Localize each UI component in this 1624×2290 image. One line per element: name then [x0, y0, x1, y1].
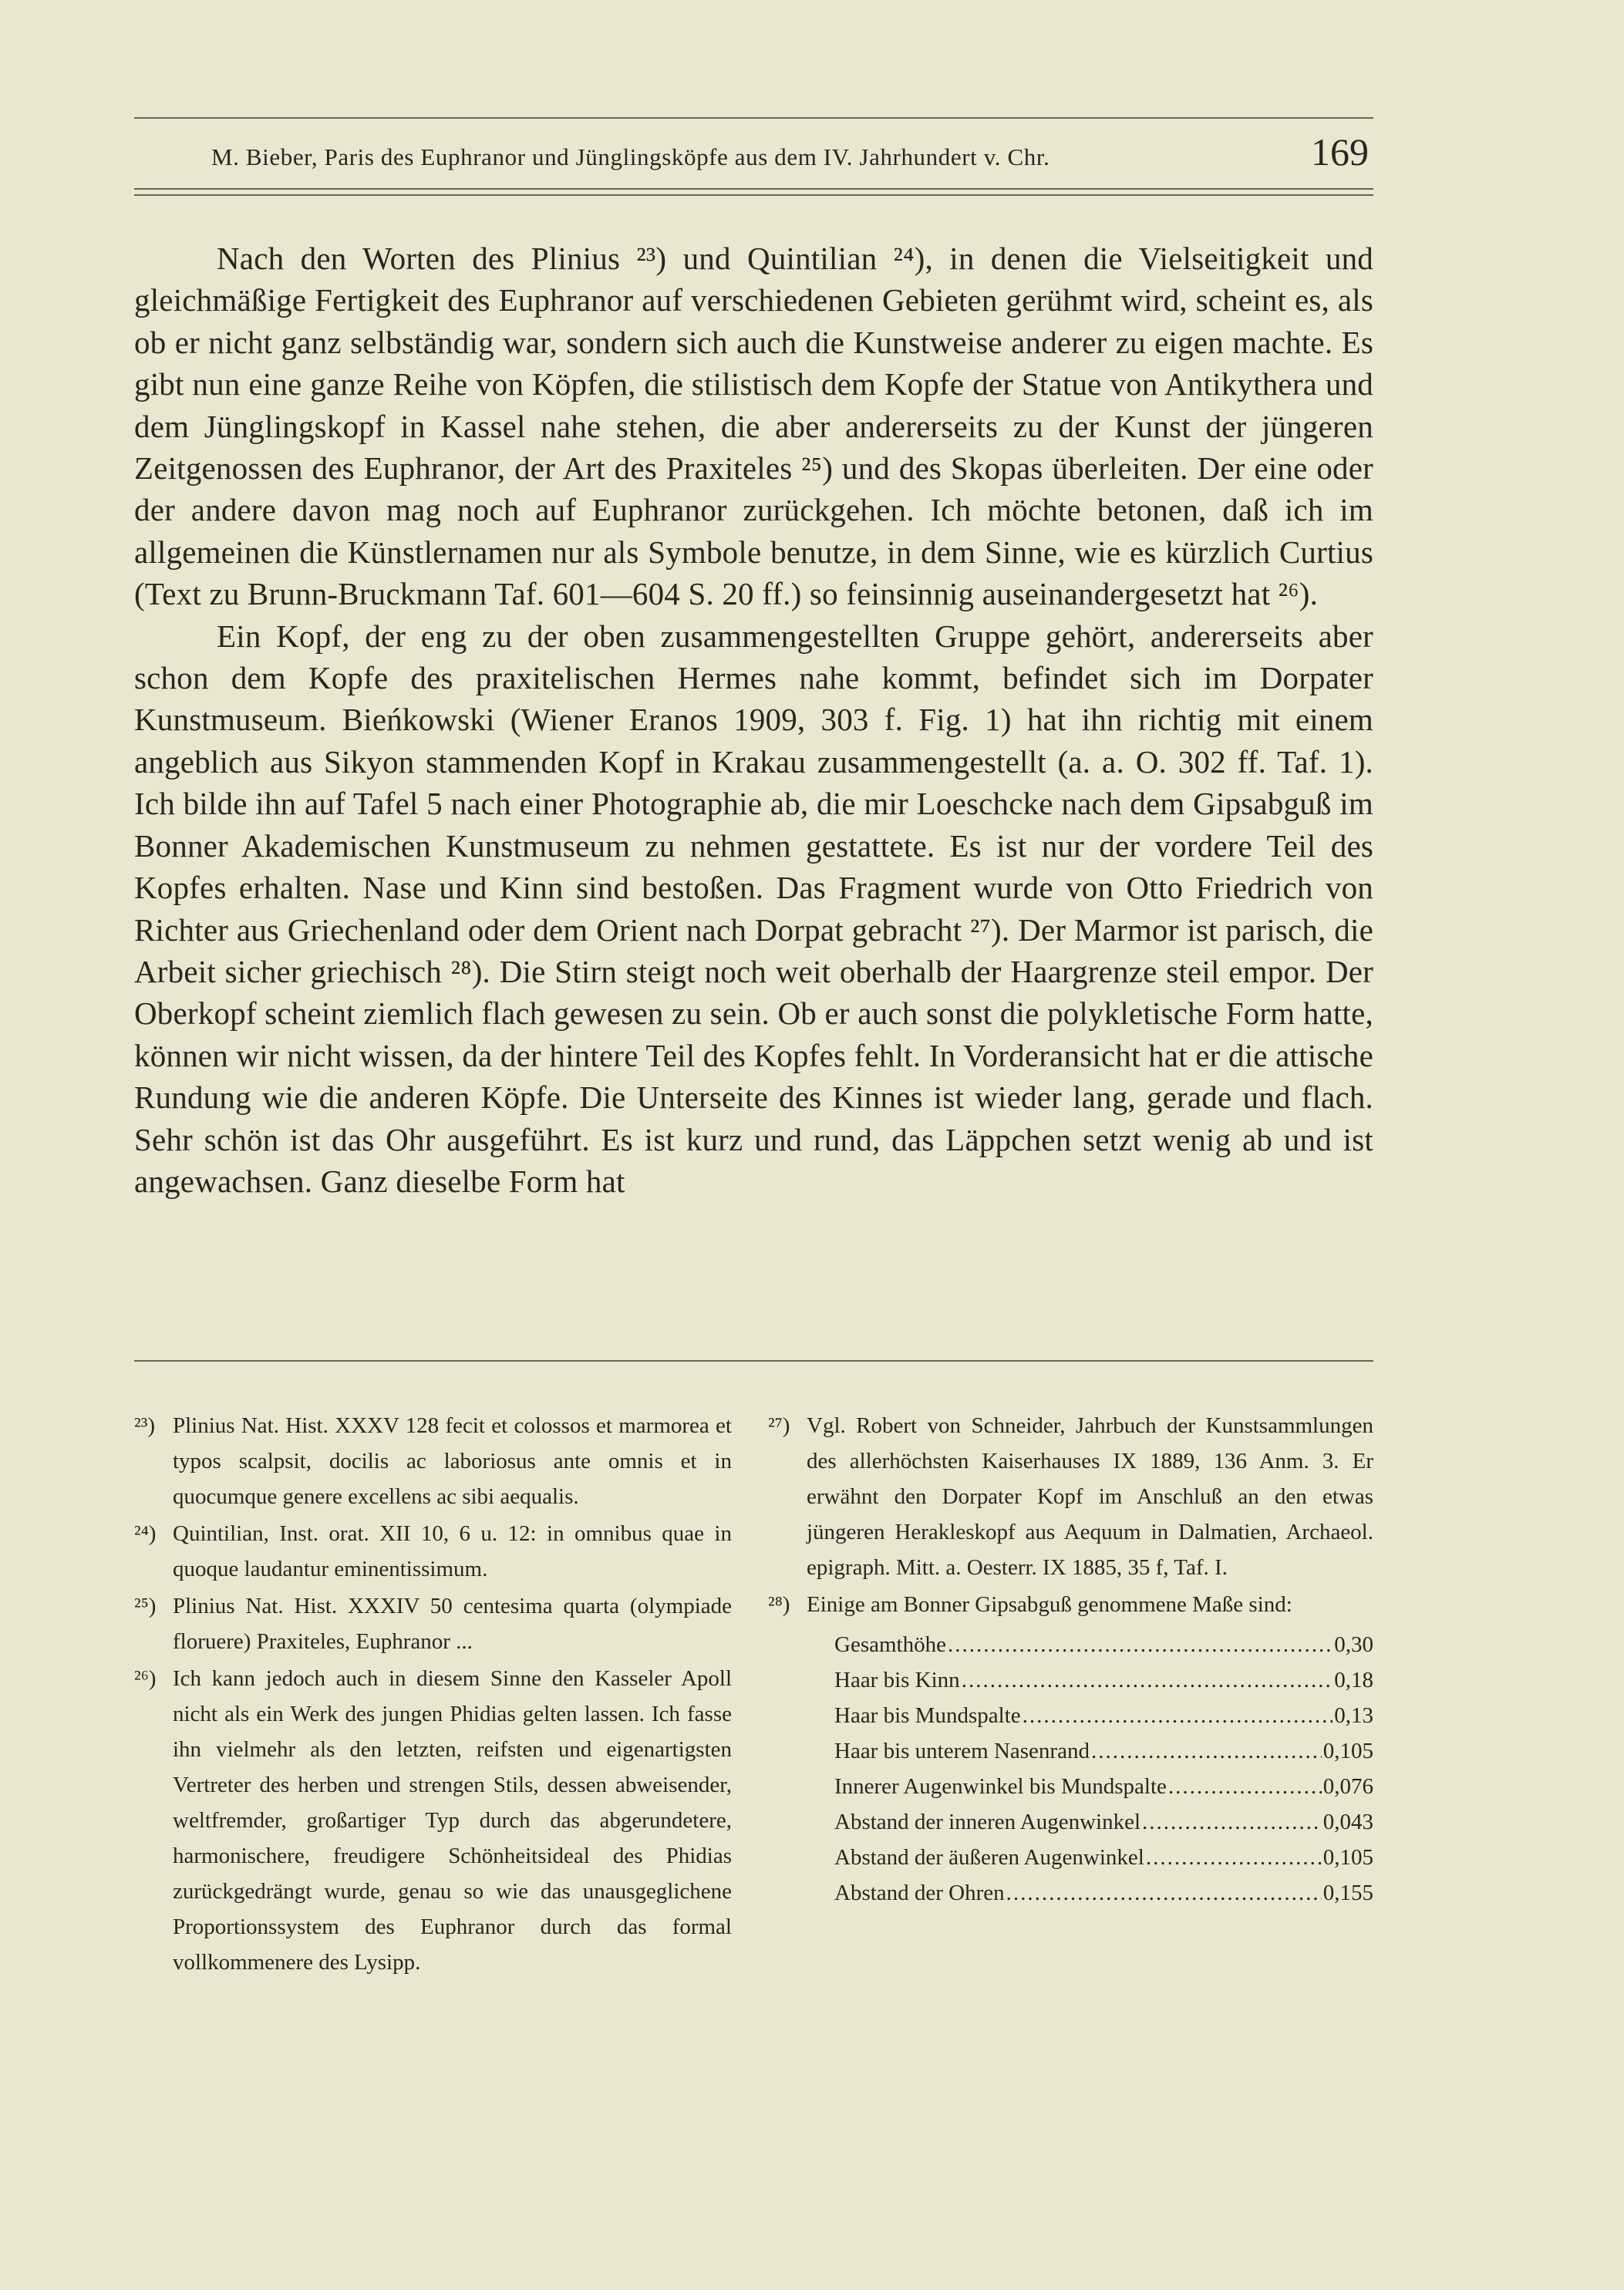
- body-text: [134, 237, 1373, 1202]
- footnote: [768, 1408, 1373, 1585]
- dot-leader: [1142, 1804, 1322, 1840]
- footnote-number: ²⁴): [134, 1521, 157, 1546]
- footnote: [134, 1661, 732, 1980]
- footnote-text: Plinius Nat. Hist. XXXIV 50 centesima quarta (olympiade floruere) Praxiteles, Euphranor ...: [173, 1594, 732, 1654]
- measurement-label: Haar bis Kinn: [834, 1668, 960, 1692]
- footnote-text: Einige am Bonner Gipsabguß genommene Maße sind:: [807, 1592, 1292, 1617]
- paragraph: Ein Kopf, der eng zu der oben zusammengestellten Gruppe gehört, andererseits aber schon dem Kopfe des praxitelischen Hermes nahe kommt, befindet sich im Dorpater Kunstmuseum. Bieńkowski (Wiener Eranos 1909, 303 f. Fig. 1) hat ihn richtig mit einem angeblich aus Sikyon stammenden Kopf in Krakau zusammengestellt (a. a. O. 302 ff. Taf. 1). Ich bilde ihn auf Tafel 5 nach einer Photographie ab, die mir Loeschcke nach dem Gipsabguß im Bonner Akademischen Kunstmuseum zu nehmen gestattete. Es ist nur der vordere Teil des Kopfes erhalten. Nase und Kinn sind bestoßen. Das Fragment wurde von Otto Friedrich von Richter aus Griechenland oder dem Orient nach Dorpat gebracht ²⁷). Der Marmor ist parisch, die Arbeit sicher griechisch ²⁸). Die Stirn steigt noch weit oberhalb der Haargrenze steil empor. Der Oberkopf scheint ziemlich flach gewesen zu sein. Ob er auch sonst die polykletische Form hatte, können wir nicht wissen, da der hintere Teil des Kopfes fehlt. In Vorderansicht hat er die attische Rundung wie die anderen Köpfe. Die Unterseite des Kinnes ist wieder lang, gerade und flach. Sehr schön ist das Ohr ausgeführt. Es ist kurz und rund, das Läppchen setzt wenig ab und ist angewachsen. Ganz dieselbe Form hat: [134, 618, 1373, 1199]
- measurement-row: [807, 1840, 1373, 1875]
- measurement-row: [807, 1662, 1373, 1698]
- footnote-text: Ich kann jedoch auch in diesem Sinne den Kasseler Apoll nicht als ein Werk des jungen Phidias gelten lassen. Ich fasse ihn vielmehr als den letzten, reifsten und eigenartigsten Vertreter des herben und strengen Stils, dessen abweisender, weltfremder, großartiger Typ durch das abgerundetere, harmonischere, freudigere Schönheitsideal des Phidias zurückgedrängt wurde, genau so wie das unausgeglichene Proportionssystem des Euphranor durch das formal vollkommenere des Lysipp.: [173, 1666, 732, 1975]
- measurement-value: 0,043: [1322, 1810, 1373, 1834]
- dot-leader: [1146, 1840, 1322, 1875]
- measurement-row: [807, 1733, 1373, 1769]
- dot-leader: [1006, 1875, 1322, 1911]
- measurement-label: Haar bis unterem Nasenrand: [834, 1739, 1090, 1763]
- measurement-value: 0,155: [1322, 1881, 1373, 1905]
- measurement-label: Haar bis Mundspalte: [834, 1703, 1021, 1728]
- running-head: [134, 130, 1373, 180]
- measurement-value: 0,105: [1322, 1739, 1373, 1763]
- footnote-text: Plinius Nat. Hist. XXXV 128 fecit et colossos et marmorea et typos scalpsit, docilis ac laboriosus ante omnis et in quocumque genere excellens ac sibi aequalis.: [173, 1413, 732, 1509]
- footnote: [768, 1587, 1373, 1622]
- measurement-row: [807, 1698, 1373, 1733]
- measurement-label: Abstand der inneren Augenwinkel: [834, 1810, 1141, 1834]
- paragraph: Nach den Worten des Plinius ²³) und Quintilian ²⁴), in denen die Vielseitigkeit und gleichmäßige Fertigkeit des Euphranor auf verschiedenen Gebieten gerühmt wird, scheint es, als ob er nicht ganz selbständig war, sondern sich auch die Kunstweise anderer zu eigen machte. Es gibt nun eine ganze Reihe von Köpfen, die stilistisch dem Kopfe der Statue von Antikythera und dem Jünglingskopf in Kassel nahe stehen, die aber andererseits zu der Kunst der jüngeren Zeitgenossen des Euphranor, der Art des Praxiteles ²⁵) und des Skopas überleiten. Der eine oder der andere davon mag noch auf Euphranor zurückgehen. Ich möchte betonen, daß ich im allgemeinen die Künstlernamen nur als Symbole benutze, in dem Sinne, wie es kürzlich Curtius (Text zu Brunn-Bruckmann Taf. 601—604 S. 20 ff.) so feinsinnig auseinandergesetzt hat ²⁶).: [134, 241, 1373, 612]
- header-rule: [134, 188, 1373, 190]
- measurement-label: Abstand der Ohren: [834, 1881, 1005, 1905]
- footnote-number: ²³): [134, 1413, 156, 1438]
- footnotes-right-column: [768, 1408, 1373, 1911]
- dot-leader: [1091, 1733, 1322, 1769]
- footnote-text: Quintilian, Inst. orat. XII 10, 6 u. 12: in omnibus quae in quoque laudantur eminentissimum.: [173, 1521, 732, 1581]
- dot-leader: [1168, 1769, 1322, 1804]
- top-rule: [134, 117, 1373, 119]
- measurement-label: Abstand der äußeren Augenwinkel: [834, 1845, 1144, 1870]
- measurement-row: [807, 1627, 1373, 1662]
- page-number: 169: [1311, 130, 1369, 173]
- measurement-value: 0,105: [1322, 1845, 1373, 1870]
- footnote-text: Vgl. Robert von Schneider, Jahrbuch der Kunstsammlungen des allerhöchsten Kaiserhauses IX 1889, 136 Anm. 3. Er erwähnt den Dorpater Kopf im Anschluß an den etwas jüngeren Herakleskopf aus Aequum in Dalmatien, Archaeol. epigraph. Mitt. a. Oesterr. IX 1885, 35 f, Taf. I.: [807, 1413, 1373, 1580]
- footnote-number: ²⁵): [134, 1594, 157, 1618]
- measurement-label: Innerer Augenwinkel bis Mundspalte: [834, 1774, 1167, 1799]
- measurement-row: [807, 1804, 1373, 1840]
- measurement-value: 0,076: [1322, 1774, 1373, 1799]
- footnote: [134, 1408, 732, 1514]
- measurement-row: [807, 1769, 1373, 1804]
- measurement-list: [768, 1627, 1373, 1911]
- measurement-value: 0,30: [1334, 1632, 1373, 1657]
- footnote-number: ²⁷): [768, 1413, 790, 1438]
- measurement-label: Gesamthöhe: [834, 1632, 946, 1657]
- dot-leader: [962, 1662, 1333, 1698]
- measurement-row: [807, 1875, 1373, 1911]
- measurement-value: 0,13: [1334, 1703, 1373, 1728]
- footnotes-left-column: [134, 1408, 732, 1982]
- running-title: M. Bieber, Paris des Euphranor und Jünglingsköpfe aus dem IV. Jahrhundert v. Chr.: [211, 143, 1050, 170]
- footnote-rule: [134, 1360, 1373, 1362]
- header-rule-double: [134, 194, 1373, 196]
- dot-leader: [1023, 1698, 1333, 1733]
- dot-leader: [948, 1627, 1333, 1662]
- footnote-number: ²⁶): [134, 1666, 157, 1691]
- footnote-number: ²⁸): [768, 1592, 790, 1617]
- footnote: [134, 1516, 732, 1587]
- measurement-value: 0,18: [1334, 1668, 1373, 1692]
- footnote: [134, 1588, 732, 1659]
